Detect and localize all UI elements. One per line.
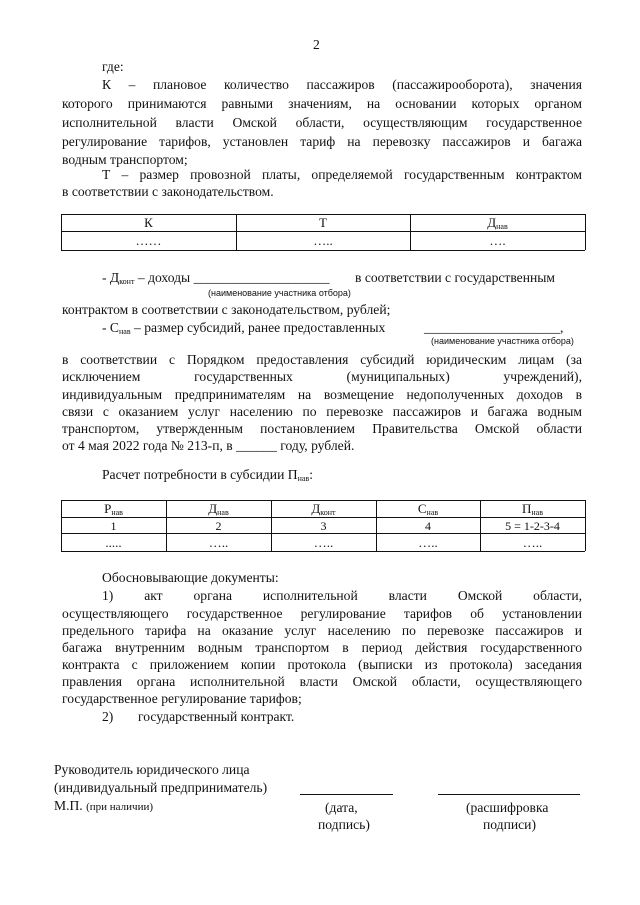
t-def-line-2: в соответствии с законодательством. — [62, 184, 274, 199]
table2-num-2: 2 — [215, 519, 222, 533]
table2-num-1: 1 — [110, 519, 117, 533]
doc1-line-1: 1) акт органа исполнительной власти Омской области, — [102, 588, 582, 603]
table1-cell-d: …. — [489, 233, 506, 248]
doc1-line-3: предельного тарифа на оказание услуг населению по перевозке пассажиров и — [62, 623, 582, 638]
k-def-line-5: водным транспортом; — [62, 152, 188, 167]
docs-title: Обосновывающие документы: — [102, 570, 279, 585]
table2-num-3: 3 — [320, 519, 327, 533]
decoding-line — [438, 794, 580, 795]
dkont-suffix: в соответствии с государственным — [355, 270, 556, 285]
sign-line-1: Руководитель юридического лица — [54, 762, 250, 777]
table2-dots-4: ….. — [418, 535, 438, 550]
decoding-caption-2: подписи) — [483, 817, 536, 832]
date-caption-2: подпись) — [318, 817, 370, 832]
table1-header-t: Т — [319, 215, 327, 230]
table2-header-d: $Д_{нав}$ — [208, 501, 229, 517]
decoding-caption-1: (расшифровка — [466, 800, 549, 815]
table2-dots-2: ….. — [208, 535, 229, 550]
dkont-line: - $Д_{конт}$ – доходы ____________________ — [102, 270, 330, 286]
table2-dots-5: ….. — [522, 535, 543, 550]
table1-header-d: $Д_{нав}$ — [487, 215, 508, 231]
doc1-line-5: контракта с приложением копии протокола (выписки из протокола) заседания — [62, 657, 582, 672]
k-def-line-4: регулирование тарифов, установлен тариф на перевозку пассажиров и багажа — [62, 134, 582, 149]
page-number: 2 — [313, 37, 320, 52]
snav-line: - $С_{нав}$ – размер субсидий, ранее предоставленных — [102, 320, 386, 336]
table2-dots-1: ..... — [105, 535, 122, 550]
calc-title: Расчет потребности в субсидии $П_{нав}$: — [102, 467, 313, 483]
signature-line — [300, 794, 393, 795]
doc1-line-2: осуществляющего государственное регулирование тарифов об установлении — [62, 606, 582, 621]
table2-num-4: 4 — [425, 519, 431, 533]
k-def-line-3: исполнительной власти Омской области, осуществляющим государственное — [62, 115, 582, 130]
snav-para-2: исключением государственных (муниципальных) учреждений), — [62, 369, 582, 384]
snav-caption: (наименование участника отбора) — [431, 336, 574, 346]
table2-header-dkont: $Д_{конт}$ — [311, 501, 336, 517]
table2-header-p: $П_{нав}$ — [522, 501, 543, 517]
t-def-line-1: Т – размер провозной платы, определяемой государственным контрактом — [102, 167, 582, 182]
snav-para-6: от 4 мая 2022 года № 213-п, в ______ году, рублей. — [62, 438, 355, 453]
dkont-caption: (наименование участника отбора) — [208, 288, 351, 298]
k-def-line-1: К – плановое количество пассажиров (пассажирооборота), значения — [102, 77, 582, 92]
table1-cell-t: ….. — [313, 233, 333, 248]
date-caption-1: (дата, — [325, 800, 358, 815]
doc2-num: 2) — [102, 709, 114, 724]
table2-dots-3: ….. — [313, 535, 334, 550]
dkont-line-2: контрактом в соответствии с законодательством, рублей; — [62, 302, 391, 317]
doc1-line-4: багажа внутренним водным транспортом в период действия государственного — [62, 640, 582, 655]
k-def-line-2: которого принимаются равными значениям, на основании которых органом — [62, 96, 582, 111]
mp-label: М.П. (при наличии) — [54, 798, 154, 813]
snav-para-1: в соответствии с Порядком предоставления субсидий юридическим лицам (за — [62, 352, 582, 367]
sign-line-2: (индивидуальный предприниматель) — [54, 780, 268, 795]
snav-blank: ____________________, — [424, 320, 564, 335]
table1-header-k: К — [144, 215, 153, 230]
snav-para-3: индивидуальным предпринимателям на возмещение недополученных доходов в — [62, 387, 582, 402]
table1-cell-k: …… — [135, 233, 162, 248]
doc2-text: государственный контракт. — [138, 709, 295, 724]
table2-num-5: 5 = 1-2-3-4 — [505, 519, 560, 533]
where-label: где: — [102, 59, 124, 74]
table2-header-r: $Р_{нав}$ — [104, 501, 123, 517]
snav-para-4: связи с оказанием услуг населению по перевозке пассажиров и багажа водным — [62, 404, 582, 419]
doc1-line-6: правления органа исполнительной власти Омской области, осуществляющего — [62, 674, 582, 689]
table2-header-s: $С_{нав}$ — [417, 501, 439, 517]
snav-para-5: транспортом, утвержденным постановлением Правительства Омской области — [62, 421, 582, 436]
doc1-line-7: государственное регулирование тарифов; — [62, 691, 302, 706]
